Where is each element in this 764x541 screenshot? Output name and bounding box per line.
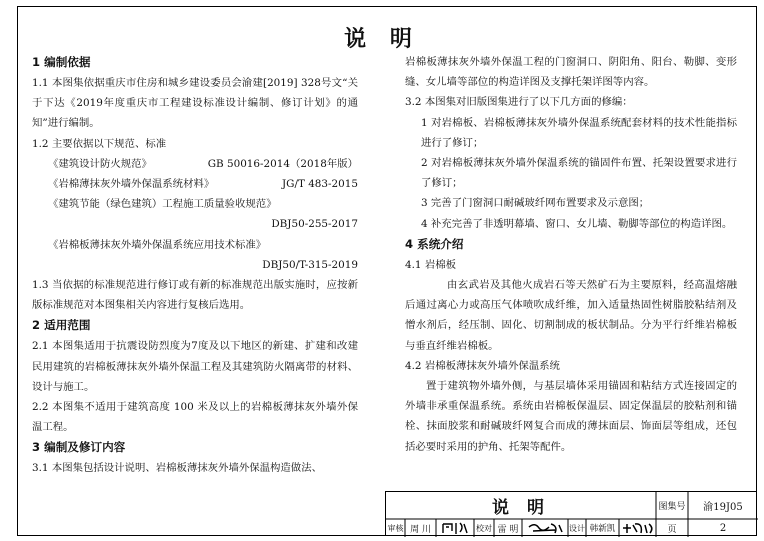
clause-2-1: 2.1 本图集适用于抗震设防烈度为7度及以下地区的新建、扩建和改建民用建筑的岩棉板薄抹灰外墙外保温工程及其建筑防火隔离带的材料、设计与施工。 xyxy=(32,340,358,393)
clause-4-1-body: 由玄武岩及其他火成岩石等天然矿石为主要原料，经高温熔融后通过离心力或高压气体喷吹成纤维，加入适量热固性树脂胶粘结剂及憎水剂后，经压制、固化、切割制成的板状制品。分为平行纤维岩棉板与垂直纤维岩棉板。 xyxy=(405,279,737,352)
standard-row-1 xyxy=(32,154,358,174)
clause-4-2-heading: 4.2 岩棉板薄抹灰外墙外保温系统 xyxy=(405,359,560,372)
revision-item-2: 2 对岩棉板薄抹灰外墙外保温系统的锚固件布置、托架设置要求进行了修订； xyxy=(421,157,737,190)
standard-code: DBJ50-255-2017 xyxy=(271,218,358,231)
clause-3-1-continued: 岩棉板薄抹灰外墙外保温工程的门窗洞口、阴阳角、阳台、勒脚、变形缝、女儿墙等部位的构造详图及支撑托架详图等内容。 xyxy=(405,56,737,89)
atlas-number: 渝19J05 xyxy=(703,502,743,513)
designer-signature xyxy=(619,519,656,537)
standard-code: DBJ50/T-315-2019 xyxy=(262,258,358,271)
checker-name: 雷 明 xyxy=(497,524,519,535)
title-block-name: 说 明 xyxy=(492,498,550,518)
section-heading-4: 4 系统介绍 xyxy=(405,236,464,251)
left-column xyxy=(32,52,358,479)
clause-2-2: 2.2 本图集不适用于建筑高度 100 米及以上的岩棉板薄抹灰外墙外保温工程。 xyxy=(32,401,358,434)
revision-item-4: 4 补充完善了非透明幕墙、窗口、女儿墙、勒脚等部位的构造详图。 xyxy=(421,217,733,230)
clause-1-3: 1.3 当依据的标准规范进行修订或有新的标准规范出版实施时，应按新版标准规范对本图集相关内容进行复核后选用。 xyxy=(32,279,358,312)
clause-3-2: 3.2 本图集对旧版图集进行了以下几方面的修编： xyxy=(405,96,633,109)
page-number: 2 xyxy=(719,522,727,534)
clause-4-1-heading: 4.1 岩棉板 xyxy=(405,258,456,271)
right-column xyxy=(405,52,737,457)
standard-code: GB 50016-2014（2018年版） xyxy=(207,157,358,170)
design-label: 设计 xyxy=(569,523,585,533)
standard-code: JG/T 483-2015 xyxy=(282,178,358,191)
check-label: 校对 xyxy=(476,523,492,533)
title-block xyxy=(385,491,757,536)
revision-item-1: 1 对岩棉板、岩棉板薄抹灰外墙外保温系统配套材料的技术性能指标进行了修订； xyxy=(421,116,737,149)
standard-row-2 xyxy=(32,174,358,194)
page-label: 页 xyxy=(667,524,677,535)
designer-name: 韩新凯 xyxy=(589,524,616,534)
revision-item-3: 3 完善了门窗洞口耐碱玻纤网布置要求及示意图； xyxy=(421,197,650,210)
reviewer-signature xyxy=(436,519,474,537)
clause-1-1: 1.1 本图集依据重庆市住房和城乡建设委员会渝建[2019] 328号文“关于下达《2019年度重庆市工程建设标准设计编制、修订计划》的通知”进行编制。 xyxy=(32,77,358,130)
section-heading-2: 2 适用范围 xyxy=(32,318,91,333)
clause-4-2-body: 置于建筑物外墙外侧，与基层墙体采用锚固和粘结方式连接固定的外墙非承重保温系统。系统由岩棉板保温层、固定保温层的胶粘剂和锚栓、抹面胶浆和耐碱玻纤网复合而成的薄抹面层、饰面层等组成，还包括必要时采用的护角、托架等配件。 xyxy=(405,380,737,453)
clause-1-2: 1.2 主要依据以下规范、标准 xyxy=(32,137,167,150)
clause-3-1: 3.1 本图集包括设计说明、岩棉板薄抹灰外墙外保温构造做法、 xyxy=(32,462,322,475)
page-title: 说 明 xyxy=(344,26,420,52)
signature-mark xyxy=(621,521,655,535)
review-label: 审核 xyxy=(387,523,404,533)
checker-signature xyxy=(522,519,568,537)
section-heading-1: 1 编制依据 xyxy=(32,55,91,69)
atlas-number-label: 图集号 xyxy=(658,502,686,512)
standard-name: 《建筑设计防火规范》 xyxy=(48,157,152,170)
standard-name: 《岩棉板薄抹灰外墙外保温系统应用技术标准》 xyxy=(48,238,267,251)
signature-mark xyxy=(440,521,470,535)
standard-name: 《岩棉薄抹灰外墙外保温系统材料》 xyxy=(48,178,215,191)
section-heading-3: 3 编制及修订内容 xyxy=(32,440,126,455)
reviewer-name: 周 川 xyxy=(410,524,431,535)
standard-name: 《建筑节能（绿色建筑）工程施工质量验收规范》 xyxy=(48,198,277,211)
signature-mark xyxy=(525,521,565,535)
